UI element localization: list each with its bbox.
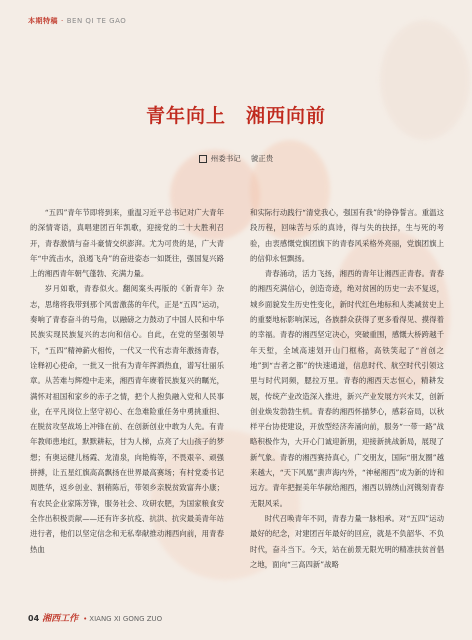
article-column-right	[250, 205, 444, 572]
paragraph: 和实际行动践行“清党我心，强国有我”的铮铮誓言。重温这段历程，回味苦与乐的真诗，得与失的抉择，生与死的考验，由衷感慨党旗团旗下的青春风采格外亮丽，党旗团旗上的信仰永恒飘扬。	[250, 208, 444, 263]
page-footer	[28, 611, 162, 624]
paragraph: 时代召唤青年不同，青春力量一脉相承。对“五四”运动最好的纪念，对建团百年最好的回应，就是不负韶华、不负时代，奋斗当下。今天，站在前景无限光明的精准扶贫首倡之地，面向“三高四新”战略	[250, 513, 444, 569]
author-name: 虢正贵	[250, 154, 274, 163]
page-number: 04	[28, 614, 40, 623]
column-pinyin: BEN QI TE GAO	[66, 17, 127, 25]
paragraph: 岁月如歌，青春似火。翻阅案头再版的《新青年》杂志，思绪将我带到那个风雷激荡的年代，正是“五四”运动，奏响了青春奋斗的号角，以融磅之力鼓动了中国人民和中华民族实现民族复兴的志向和信心。自此，在党的坚强领导下，“五四”精神薪火相传，一代又一代有志青年激扬青春，诠释初心使命，一批又一批有为青年挥洒热血，谱写壮丽乐章。从苦难与辉煌中走来，湘西青年赓着民族复兴的瞩光，满怀对祖国和家乡的赤子之情，把个人抱负融入党和人民事业，在平凡岗位上坚守初心、在急难险重任务中勇挑重担、在脱贫攻坚战场上冲锋在前、在创新创业中敢为人先。有青年教师患地红，默默耕耘，甘为人梯，点亮了大山孩子的梦想；有奥运健儿杨霞、龙清泉，向艳梅等，不畏艰辛、顽强拼搏，让五星红旗高高飘扬在世界最高赛场；有村党委书记周胜华，返乡创业、割稍陈后，带领乡亲脱贫致富奔小康；有农民企业家陈芳锋，服务社会、攻研农肥，为国家粮食安全作出积极贡献——还有许多抗疫、抗洪、抗灾最美青年站进行者，他们以坚定信念和无私奉献推动湘西向前，用青春热血	[30, 284, 224, 554]
author-role: 州委书记	[210, 154, 241, 163]
magazine-pinyin: XIANG XI GONG ZUO	[89, 615, 163, 623]
article-column-left	[30, 205, 224, 557]
square-icon	[199, 155, 207, 163]
footer-separator: •	[83, 615, 88, 623]
article-title: 青年向上 湘西向前	[145, 105, 326, 127]
paragraph: “五四”青年节即将到来，重温习近平总书记对广大青年的深情寄语，真唱建团百年凯歌，迎接党的二十大胜利召开，青春激情与奋斗豪情交织澎湃。尤为可贵的是，广大青年“中流击水，浪遏飞舟”的奋进姿态一如既往，强国复兴路上的湘西青年朝气蓬勃、充满力量。	[30, 208, 224, 279]
magazine-logo: 湘西工作	[42, 614, 79, 624]
column-name: 本期特稿	[28, 17, 58, 25]
header-separator: ·	[61, 17, 64, 25]
paragraph: 青春涌动，活力飞扬，湘西的青年让湘西正青春。青春的湘西充满信心，创造奇迹，绝对贫困的历史一去不复返，城乡面貌发生历史性变化，新时代红色地标和人类减贫史上的重要地标影响深远，各族群众获得了更多看得见、摸得着的幸福。青春的湘西坚定决心，突破重围，感慨大桥跨越千年天堑，全域高速划开山门框格，高铁笑起了“首创之地”到“吉者之都”的快速通道，信息时代、航空时代引领这里与时代同频，腮拉万里。青春的湘西天志恒心，精耕发展，传统产业改造深入推进，新兴产业发展方兴未艾，创新创业焕发勃勃生机。青春的湘西怀描梦心，感彩奋局，以秋样平台协使建设，开放型经济奔涌向前，服务“一带一路”战略积极作为，大开心门诚迎新朋，迎接新挑战新局，展现了新气象。青春的湘西赛持真心，广交朋友，国际“朋友圈”越来越大，“天下风凰”蜚声海内外，“神秘湘西”成为新的诗和远方。青年把握美年华献给湘西，湘西以锦绣山河镌刻青春无限风采。	[250, 269, 444, 508]
byline	[0, 153, 472, 164]
section-header	[28, 16, 126, 26]
